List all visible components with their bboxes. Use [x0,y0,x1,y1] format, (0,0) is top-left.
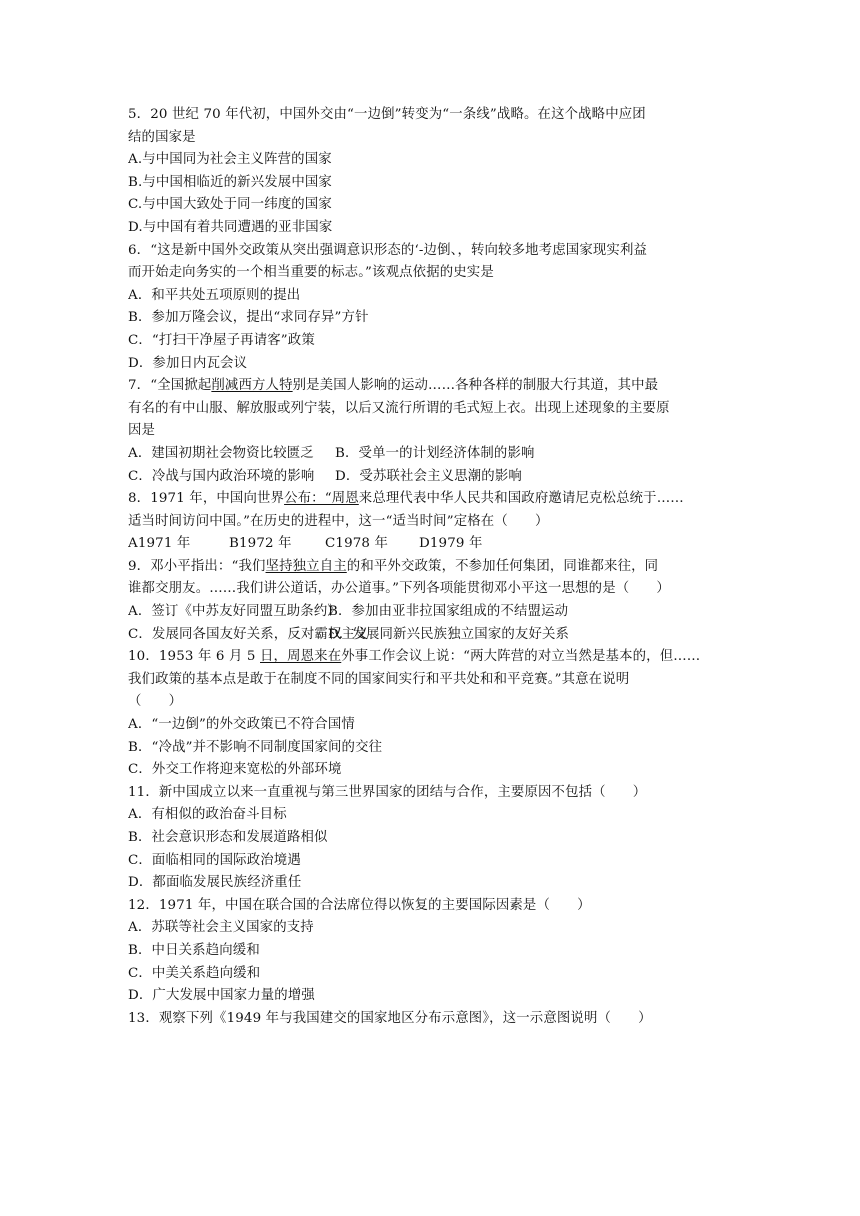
q11-option-d: D．都面临发展民族经济重任 [128,875,302,891]
q7-stem-line1 [128,375,734,398]
q8-option-c: C1978 年 [325,536,389,552]
q9-option-a: A．签订《中苏友好同盟互助条约》 [128,604,341,620]
q6-option-c: C．“打扫干净屋子再请客”政策 [128,332,315,348]
q9-stem-post: 的和平外交政策，不参加任何集团，同谁都来往，同 [346,558,659,574]
q9-stem-line2: 谁都交朋友。……我们讲公道话，办公道事。”下列各项能贯彻邓小平这一思想的是（ ） [128,581,670,597]
q12-option-d: D．广大发展中国家力量的增强 [128,988,315,1004]
q8-options-row [128,533,734,556]
q10-option-c: C．外交工作将迎来宽松的外部环境 [128,762,342,778]
q7-option-a: A．建国初期社会物资比较匮乏 [128,445,314,461]
q7-options-row1 [128,443,734,466]
q5-stem-line1: 5．20 世纪 70 年代初，中国外交由“一边倒”转变为“一条线”战略。在这个战略中应团 [128,107,646,122]
q7-stem-pre: 7．“全国掀起 [128,378,212,394]
q10-option-a: A．“一边倒”的外交政策已不符合国情 [128,717,355,733]
q7-stem-post: 别是美国人影响的运动……各种各样的制服大行其道，其中最 [292,378,659,394]
q9-options-row1 [128,601,734,624]
q9-stem-pre: 9．邓小平指出：“我们 [128,558,266,574]
q5-option-c: C.与中国大致处于同一纬度的国家 [128,197,332,213]
q10-stem-line2: 我们政策的基本点是敢于在制度不同的国家间实行和平共处和和平竞赛。”其意在说明 [128,671,630,687]
q7-stem-line2: 有名的有中山服、解放服或列宁装，以后又流行所谓的毛式短上衣。出现上述现象的主要原 [128,400,670,416]
q8-option-b: B1972 年 [229,536,292,552]
q8-stem-line2: 适当时间访问中国。”在历史的进程中，这一“适当时间”定格在（ ） [128,513,549,529]
q12-option-c: C．中美关系趋向缓和 [128,965,261,981]
q11-option-a: A．有相似的政治奋斗目标 [128,807,287,823]
q7-stem-line3: 因是 [128,423,156,439]
q5-stem-line2: 结的国家是 [128,129,196,145]
q7-options-row2 [128,466,734,489]
q6-option-a: A．和平共处五项原则的提出 [128,287,301,303]
q12-option-b: B．中日关系趋向缓和 [128,942,260,958]
q5-option-b: B.与中国相临近的新兴发展中国家 [128,174,332,190]
q6-option-d: D．参加日内瓦会议 [128,355,248,371]
q8-option-d: D1979 年 [419,536,483,552]
q11-option-b: B．社会意识形态和发展道路相似 [128,830,328,845]
q7-option-b: B．受单一的计划经济体制的影响 [335,445,535,461]
q6-option-b: B．参加万隆会议，提出“求同存异”方针 [128,310,369,326]
q10-stem-line1 [128,646,734,669]
q11-option-c: C．面临相同的国际政治境遇 [128,852,301,868]
q7-option-c: C．冷战与国内政治环境的影响 [128,468,315,484]
q10-stem-pre: 10．1953 年 6 月 5 [128,649,261,665]
q12-option-a: A．苏联等社会主义国家的支持 [128,920,314,936]
q12-stem: 12．1971 年，中国在联合国的合法席位得以恢复的主要国际因素是（ ） [128,897,591,913]
q9-stem-line1 [128,556,734,579]
q7-option-d: D．受苏联社会主义思潮的影响 [335,468,522,484]
q9-option-c: C．发展同各国友好关系，反对霸权主义 [128,626,369,642]
q13-stem: 13．观察下列《1949 年与我国建交的国家地区分布示意图》，这一示意图说明（ ） [128,1010,652,1026]
q10-option-b: B．“冷战”并不影响不同制度国家间的交往 [128,739,383,755]
q5-option-a: A.与中国同为社会主义阵营的国家 [128,152,332,168]
q8-stem-line1 [128,488,734,511]
q10-stem-underlined: 日，周恩来在 [260,649,342,665]
q7-stem-underlined: 削减西方人特 [211,378,293,394]
q8-stem-underlined: 公布：“周恩 [284,491,359,507]
exam-page [128,104,734,1030]
q10-stem-line3: （ ） [128,694,183,710]
q10-stem-post: 外事工作会议上说：“两大阵营的对立当然是基本的，但…… [341,649,701,665]
q9-option-d: D．发展同新兴民族独立国家的友好关系 [328,626,570,642]
q9-stem-underlined: 坚持独立自主 [265,558,347,574]
q8-stem-pre: 8．1971 年，中国向世界 [128,491,285,507]
q11-stem: 11．新中国成立以来一直重视与第三世界国家的团结与合作，主要原因不包括（ ） [128,784,647,800]
q6-stem-line2: 而开始走向务实的一个相当重要的标志。”该观点依据的史实是 [128,265,494,281]
q6-stem-line1: 6．“这是新中国外交政策从突出强调意识形态的‘-边倒、，转向较多地考虑国家现实利益 [128,242,648,258]
q8-option-a: A1971 年 [128,536,191,552]
q5-option-d: D.与中国有着共同遭遇的亚非国家 [128,219,333,235]
q9-option-b: B．参加由亚非拉国家组成的不结盟运动 [328,604,569,620]
q9-options-row2 [128,624,734,647]
q8-stem-post: 来总理代表中华人民共和国政府邀请尼克松总统于…… [358,491,684,507]
